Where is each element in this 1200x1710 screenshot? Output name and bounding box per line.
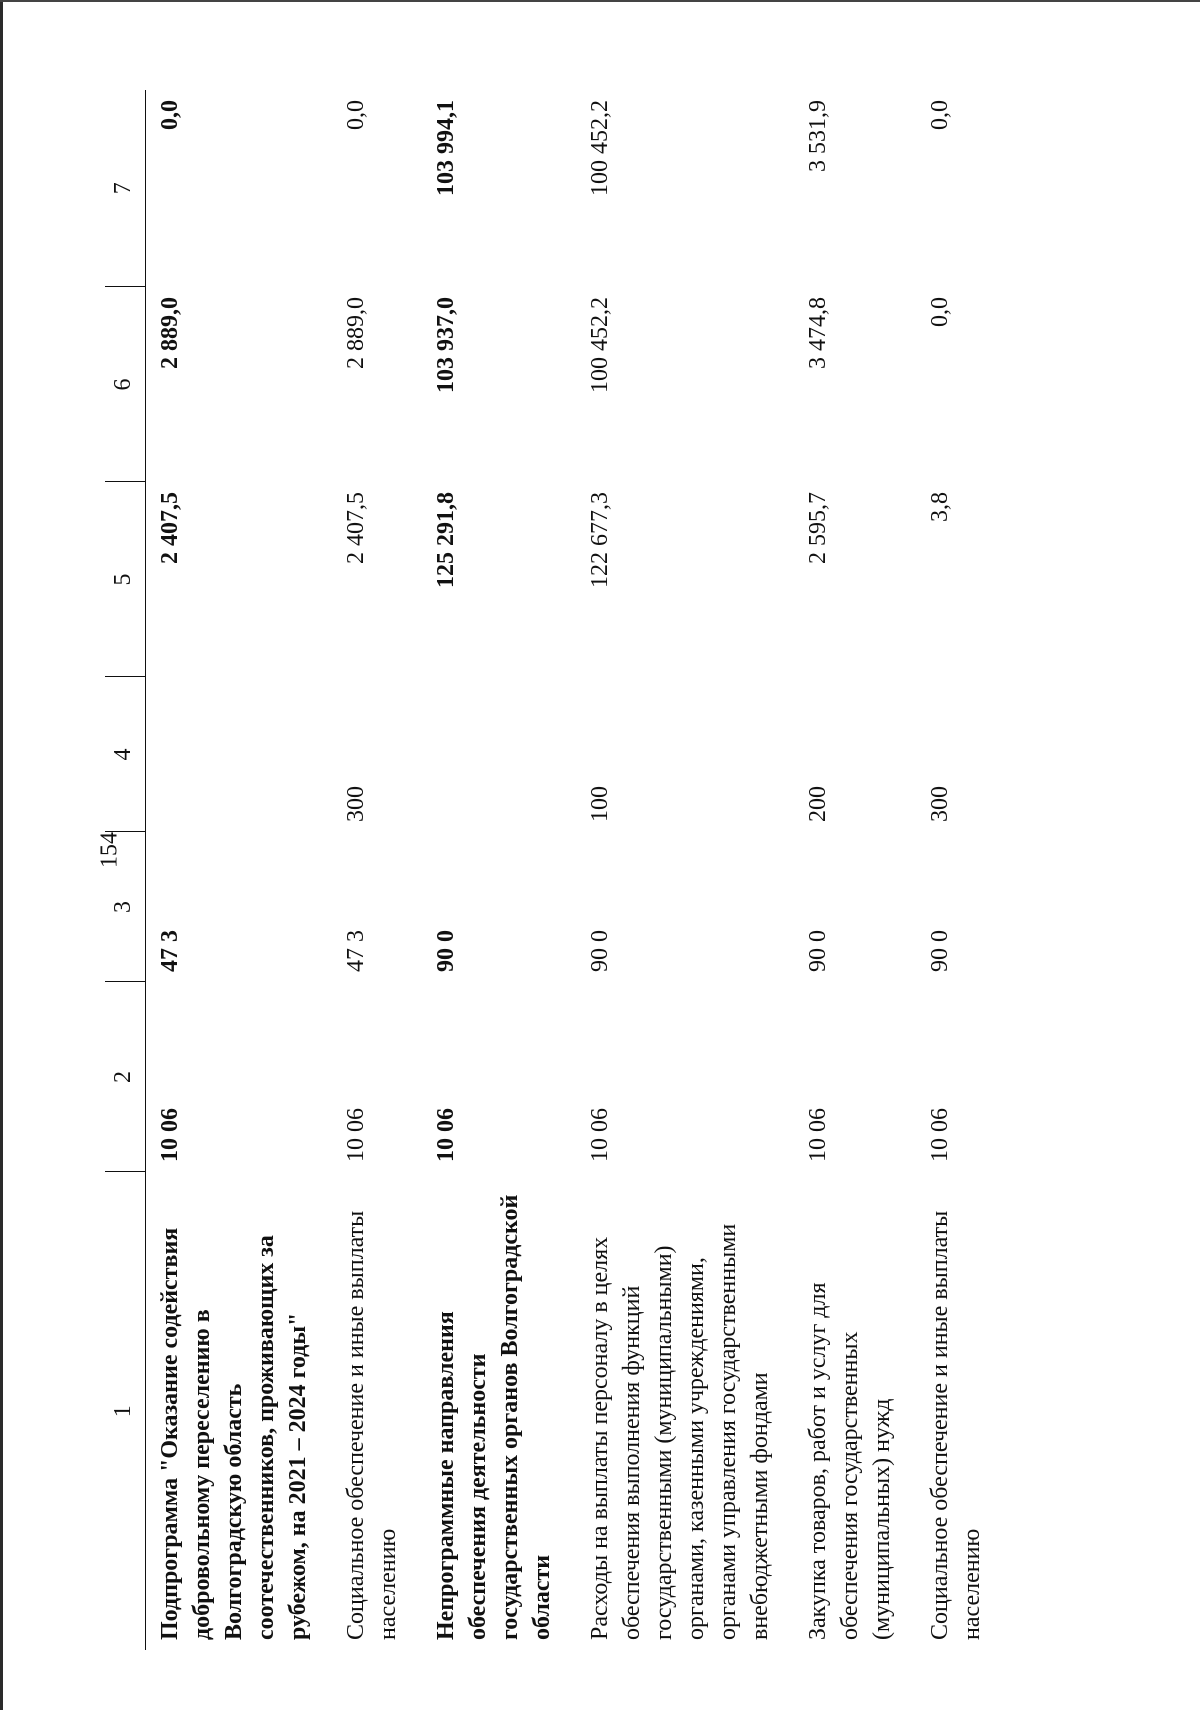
header-col-1: 1 [105,1172,146,1650]
table-row [332,90,422,1650]
row-expense-type: 200 [805,786,831,822]
row-razdel: 10 06 [927,1108,953,1162]
row-amount-col7: 0,0 [157,100,183,130]
row-razdel: 10 06 [587,1108,613,1162]
row-amount-col5: 125 291,8 [433,492,459,588]
row-expense-type: 300 [927,786,953,822]
row-name: Социальное обеспечение и иные выплаты населению [343,1210,401,1640]
row-amount-col6: 2 889,0 [343,297,369,369]
row-amount-col7: 103 994,1 [433,100,459,196]
header-col-6: 6 [105,287,146,482]
table-row [794,90,916,1650]
row-razdel: 10 06 [433,1108,459,1162]
budget-table [105,90,1006,1650]
table-row [916,90,1006,1650]
header-row [105,90,146,1650]
row-name: Непрограммные направления обеспечения деятельности государственных органов Волгоградской области [433,1194,555,1640]
row-amount-col6: 103 937,0 [433,297,459,393]
row-name: Социальное обеспечение и иные выплаты населению [927,1210,985,1640]
table-row [146,90,333,1650]
row-expense-type: 100 [587,786,613,822]
row-name: Расходы на выплаты персоналу в целях обеспечения выполнения функций государственными (муниципальными) органами, казенными учреждениями, органами управления государственными внебюджетными фондами [587,1223,773,1640]
row-name: Закупка товаров, работ и услуг для обеспечения государственных (муниципальных) нужд [805,1282,895,1640]
row-razdel: 10 06 [343,1108,369,1162]
row-target-article: 90 0 [927,930,953,972]
row-razdel: 10 06 [805,1108,831,1162]
rotated-table-container [105,90,1085,1650]
row-amount-col7: 0,0 [927,100,953,130]
header-col-7: 7 [105,90,146,287]
row-target-article: 90 0 [587,930,613,972]
row-amount-col5: 2 595,7 [805,492,831,564]
row-target-article: 90 0 [805,930,831,972]
row-amount-col7: 100 452,2 [587,100,613,196]
header-col-2: 2 [105,982,146,1172]
row-target-article: 47 3 [343,930,369,972]
row-target-article: 47 3 [157,930,183,972]
row-amount-col7: 3 531,9 [805,100,831,172]
row-amount-col5: 3,8 [927,492,953,522]
row-amount-col5: 2 407,5 [343,492,369,564]
row-expense-type [422,677,576,832]
row-amount-col6: 2 889,0 [157,297,183,369]
row-amount-col6: 100 452,2 [587,297,613,393]
row-amount-col5: 2 407,5 [157,492,183,564]
table-row [576,90,794,1650]
row-amount-col6: 3 474,8 [805,297,831,369]
header-col-4: 4 [105,677,146,832]
scan-edge-top [0,0,1200,2]
row-amount-col7: 0,0 [343,100,369,130]
header-col-3: 3 [105,832,146,982]
header-col-5: 5 [105,482,146,677]
row-expense-type: 300 [343,786,369,822]
row-expense-type [146,677,333,832]
row-razdel: 10 06 [157,1108,183,1162]
row-amount-col5: 122 677,3 [587,492,613,588]
row-target-article: 90 0 [433,930,459,972]
scan-edge-left [0,0,3,1710]
row-name: Подпрограмма "Оказание содействия добровольному переселению в Волгоградскую область соотечественников, проживающих за рубежом, на 2021 – 2024 годы" [157,1227,311,1640]
table-row [422,90,576,1650]
row-amount-col6: 0,0 [927,297,953,327]
page-number: 154 [96,832,123,868]
